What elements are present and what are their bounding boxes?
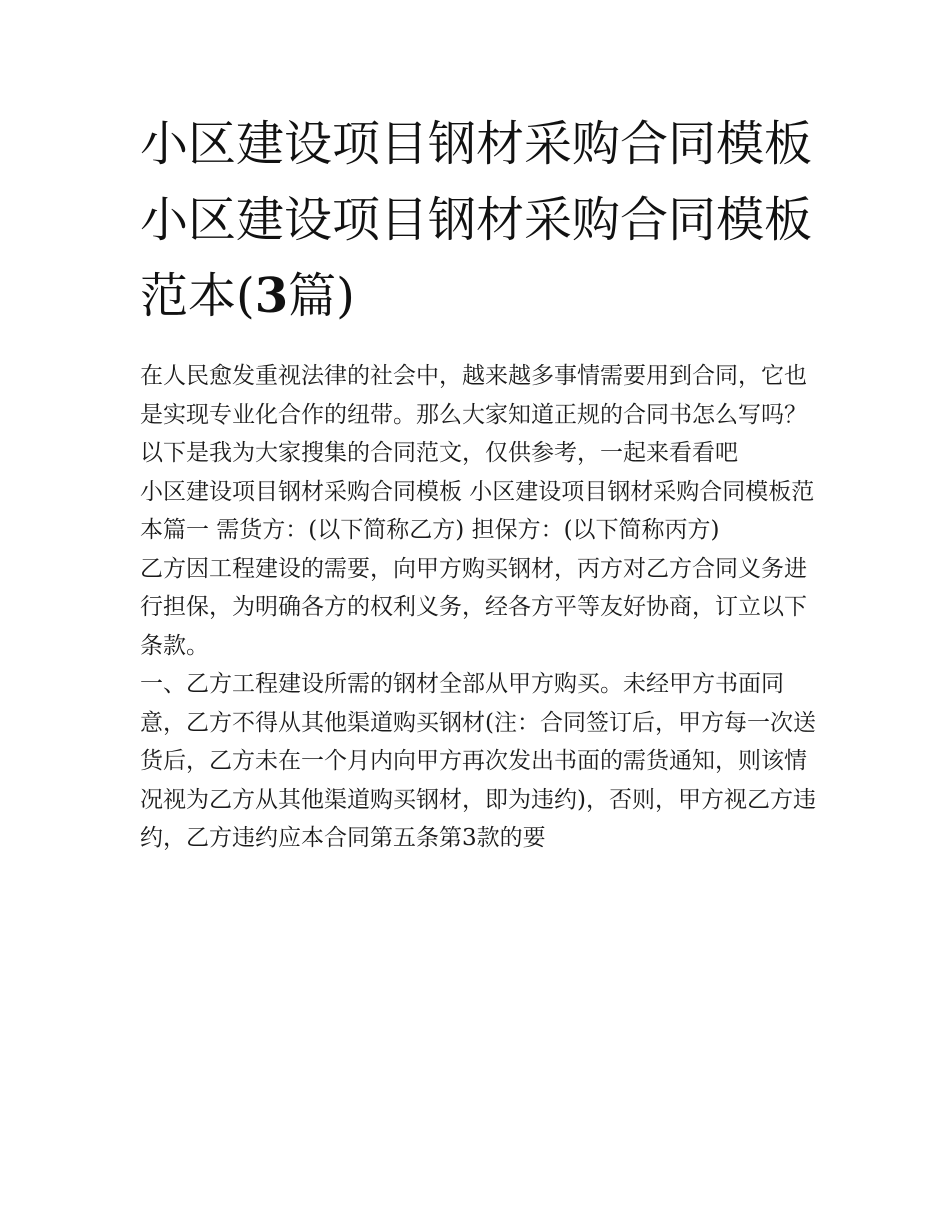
- paragraph-intro: 在人民愈发重视法律的社会中，越来越多事情需要用到合同，它也是实现专业化合作的纽带。那么大家知道正规的合同书怎么写吗？以下是我为大家搜集的合同范文，仅供参考，一起来看看吧: [140, 363, 807, 466]
- paragraph-clause-1: 一、乙方工程建设所需的钢材全部从甲方购买。未经甲方书面同意，乙方不得从其他渠道购买钢材(注：合同签订后，甲方每一次送货后，乙方未在一个月内向甲方再次发出书面的需货通知，则该情况视为乙方从其他渠道购买钢材，即为违约)，否则，甲方视乙方违约，乙方违约应本合同第五条第3款的要: [140, 671, 816, 851]
- title-text-end: 篇): [288, 268, 355, 324]
- paragraph-purpose: 乙方因工程建设的需要，向甲方购买钢材，丙方对乙方合同义务进行担保，为明确各方的权利义务，经各方平等友好协商，订立以下条款。: [140, 555, 807, 659]
- paragraph-contract-heading: 小区建设项目钢材采购合同模板 小区建设项目钢材采购合同模板范本篇一 需货方：(以下简称乙方) 担保方：(以下简称丙方): [140, 478, 815, 543]
- document-title: [140, 106, 820, 334]
- document-body: [140, 357, 816, 858]
- title-count: 3: [254, 268, 289, 324]
- title-text-main: 小区建设项目钢材采购合同模板 小区建设项目钢材采购合同模板范本(: [140, 116, 813, 324]
